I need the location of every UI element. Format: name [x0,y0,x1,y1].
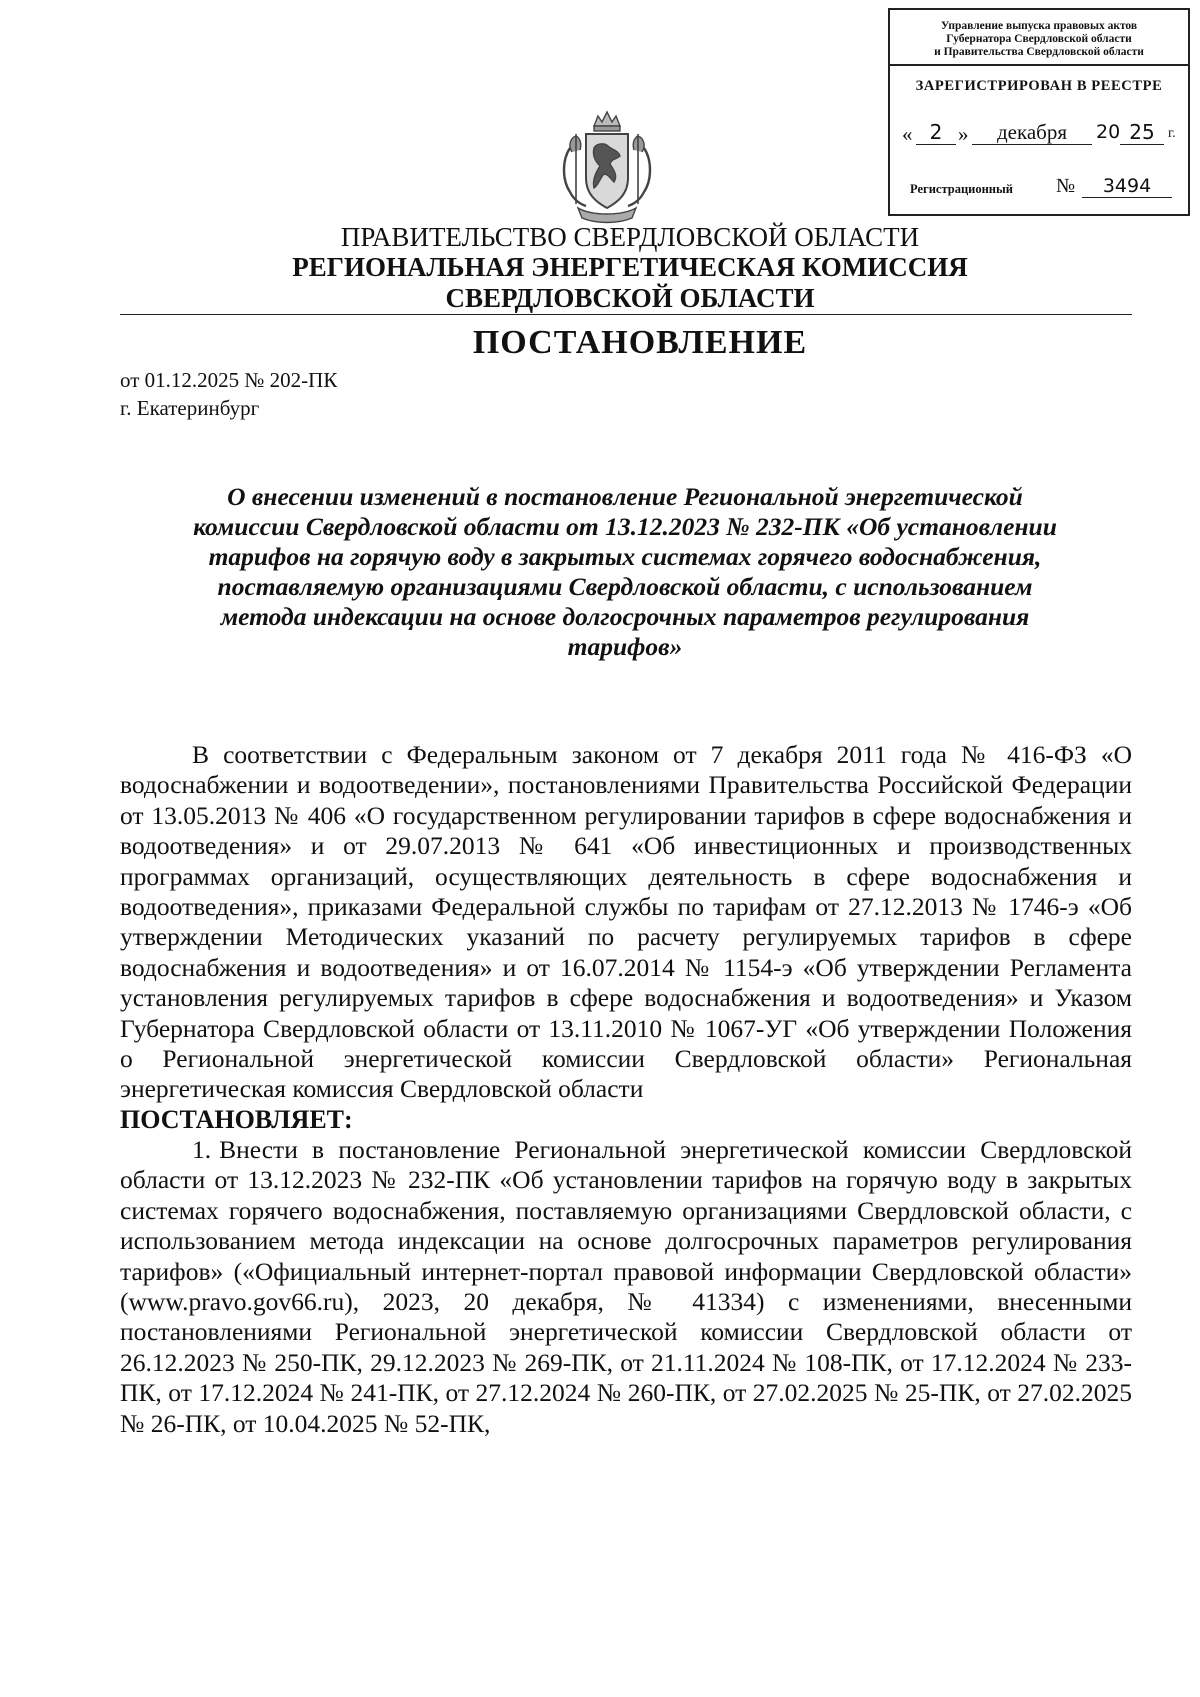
stamp-month: декабря [996,120,1068,144]
stamp-quote-close: » [958,122,969,146]
registration-stamp [888,8,1190,216]
header-divider [120,314,1132,315]
decree-word: ПОСТАНОВЛЯЕТ: [120,1104,353,1134]
item-1-text: Внести в постановление Региональной энергетической комиссии Свердловской области от 13.12.2023 № 232-ПК «Об установлении тарифов на горячую воду в закрытых системах горячего водоснабжения, поставляемую организациями Свердловской области, с использованием метода индексации на основе долгосрочных параметров регулирования тарифов» («Официальный интернет-портал правовой информации Свердловской области» (www.pravo.gov66.ru), 2023, 20 декабря, № 41334) с изменениями, внесенными постановлениями Региональной энергетической комиссии Свердловской области от 26.12.2023 № 250-ПК, 29.12.2023 № 269-ПК, от 21.11.2024 № 108-ПК, от 17.12.2024 № 233-ПК, от 17.12.2024 № 241-ПК, от 27.12.2024 № 260-ПК, от 27.02.2025 № 25-ПК, от 27.02.2025 № 26-ПК, от 10.04.2025 № 52-ПК, [120,1134,1132,1438]
document-body [120,740,1132,1439]
stamp-reg-number [910,175,1182,205]
stamp-number-sign: № [1056,175,1076,197]
stamp-issuer [890,10,1188,66]
title-line: О внесении изменений в постановление Региональной энергетической [227,482,1023,511]
title-line: тарифов» [567,632,683,661]
title-line: комиссии Свердловской области от 13.12.2023 № 232-ПК «Об установлении [193,512,1057,541]
item-1-paragraph [120,1135,1132,1439]
document-date-number: от 01.12.2025 № 202-ПК [120,368,338,392]
document-title [120,482,1130,662]
stamp-year-prefix: 20 [1096,121,1121,143]
stamp-day: 2 [929,120,943,144]
stamp-year-suffix: 25 [1129,120,1155,144]
document-city: г. Екатеринбург [120,396,260,420]
stamp-reg-number-label: Регистрационный [910,182,1013,196]
commission-region: СВЕРДЛОВСКОЙ ОБЛАСТИ [445,283,815,313]
stamp-registered-label: ЗАРЕГИСТРИРОВАН В РЕЕСТРЕ [915,78,1163,94]
coat-of-arms-emblem [556,108,658,228]
stamp-reg-number-value: 3494 [1102,175,1152,197]
title-line: поставляемую организациями Свердловской области, с использованием [217,572,1033,601]
stamp-year-unit: г. [1168,126,1176,141]
stamp-issuer-line: Губернатора Свердловской области [946,33,1132,45]
stamp-issuer-line: и Правительства Свердловской области [934,46,1144,58]
government-name: ПРАВИТЕЛЬСТВО СВЕРДЛОВСКОЙ ОБЛАСТИ [340,222,920,252]
stamp-issuer-line: Управление выпуска правовых актов [940,20,1138,32]
preamble-paragraph: В соответствии с Федеральным законом от 7 декабря 2011 года № 416-ФЗ «О водоснабжении и водоотведении», постановлениями Правительства Российской Федерации от 13.05.2013 № 406 «О государственном регулировании тарифов в сфере водоснабжения и водоотведения» и от 29.07.2013 № 641 «Об инвестиционных и производственных программах организаций, осуществляющих деятельность в сфере водоснабжения и водоотведения», приказами Федеральной службы по тарифам от 27.12.2013 № 1746-э «Об утверждении Методических указаний по расчету регулируемых тарифов в сфере водоснабжения и водоотведения» и от 16.07.2014 № 1154-э «Об утверждении Регламента установления регулируемых тарифов в сфере водоснабжения и водоотведения» и Указом Губернатора Свердловской области от 13.11.2010 № 1067-УГ «Об утверждении Положения о Региональной энергетической комиссии Свердловской области» Региональная энергетическая комиссия Свердловской области [120,740,1132,1104]
item-1-number: 1. [192,1134,212,1164]
stamp-date [898,120,1184,150]
document-type: ПОСТАНОВЛЕНИЕ [472,324,808,361]
commission-name: РЕГИОНАЛЬНАЯ ЭНЕРГЕТИЧЕСКАЯ КОМИССИЯ [292,252,968,282]
title-line: тарифов на горячую воду в закрытых системах горячего водоснабжения, [208,542,1042,571]
stamp-quote-open: « [902,122,913,146]
title-line: метода индексации на основе долгосрочных параметров регулирования [220,602,1030,631]
